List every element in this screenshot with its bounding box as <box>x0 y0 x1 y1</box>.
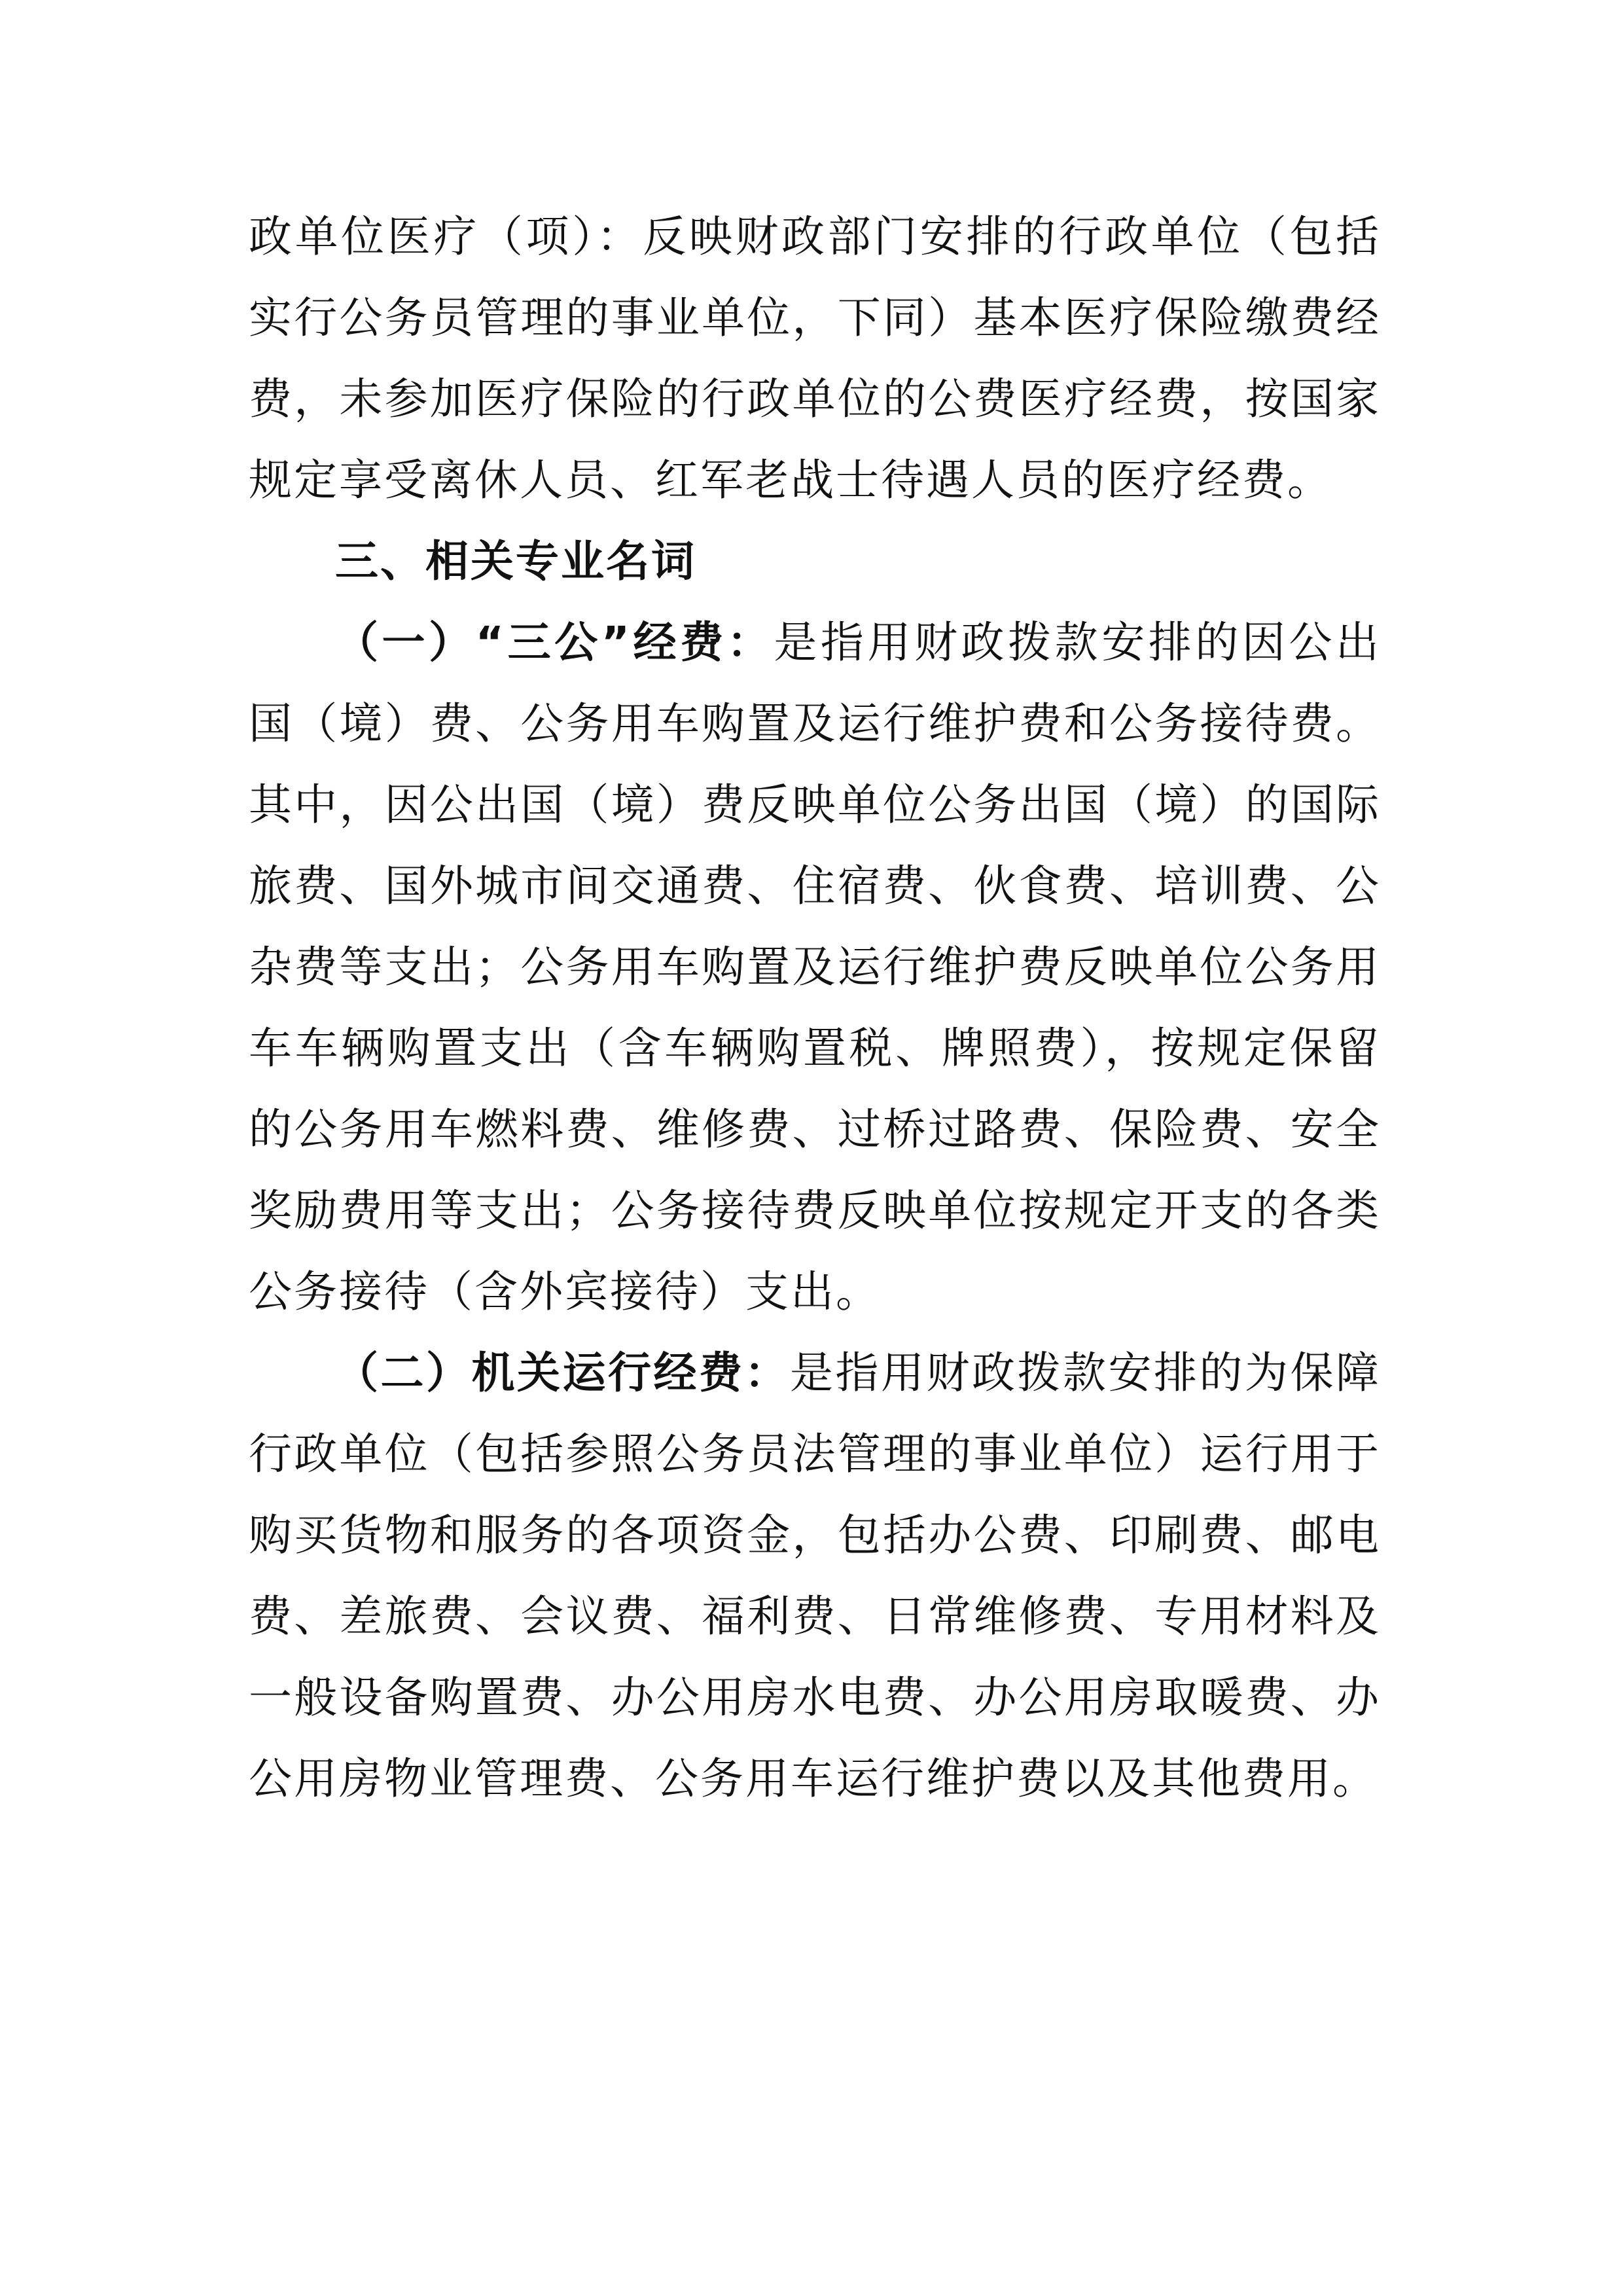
paragraph-medical-expenses: 政单位医疗（项）：反映财政部门安排的行政单位（包括实行公务员管理的事业单位，下同）基本医疗保险缴费经费，未参加医疗保险的行政单位的公费医疗经费，按国家规定享受离休人员、红军老战士待遇人员的医疗经费。 <box>249 211 1381 505</box>
term-three-public-expenses: （一）“三公”经费： <box>335 617 774 668</box>
definition-three-public-expenses: 是指用财政拨款安排的因公出国（境）费、公务用车购置及运行维护费和公务接待费。其中，因公出国（境）费反映单位公务出国（境）的国际旅费、国外城市间交通费、住宿费、伙食费、培训费、公杂费等支出；公务用车购置及运行维护费反映单位公务用车车辆购置支出（含车辆购置税、牌照费），按规定保留的公务用车燃料费、维修费、过桥过路费、保险费、安全奖励费用等支出；公务接待费反映单位按规定开支的各类公务接待（含外宾接待）支出。 <box>249 617 1382 1317</box>
term-operating-expenses: （二）机关运行经费： <box>335 1348 790 1398</box>
paragraph-three-public-expenses <box>249 602 1381 1333</box>
section-heading-related-terms: 三、相关专业名词 <box>335 536 696 586</box>
definition-operating-expenses: 是指用财政拨款安排的为保障行政单位（包括参照公务员法管理的事业单位）运行用于购买货物和服务的各项资金，包括办公费、印刷费、邮电费、差旅费、会议费、福利费、日常维修费、专用材料及一般设备购置费、办公用房水电费、办公用房取暖费、办公用房物业管理费、公务用车运行维护费以及其他费用。 <box>249 1348 1381 1804</box>
document-page <box>249 196 1381 1820</box>
paragraph-operating-expenses <box>249 1333 1381 1820</box>
